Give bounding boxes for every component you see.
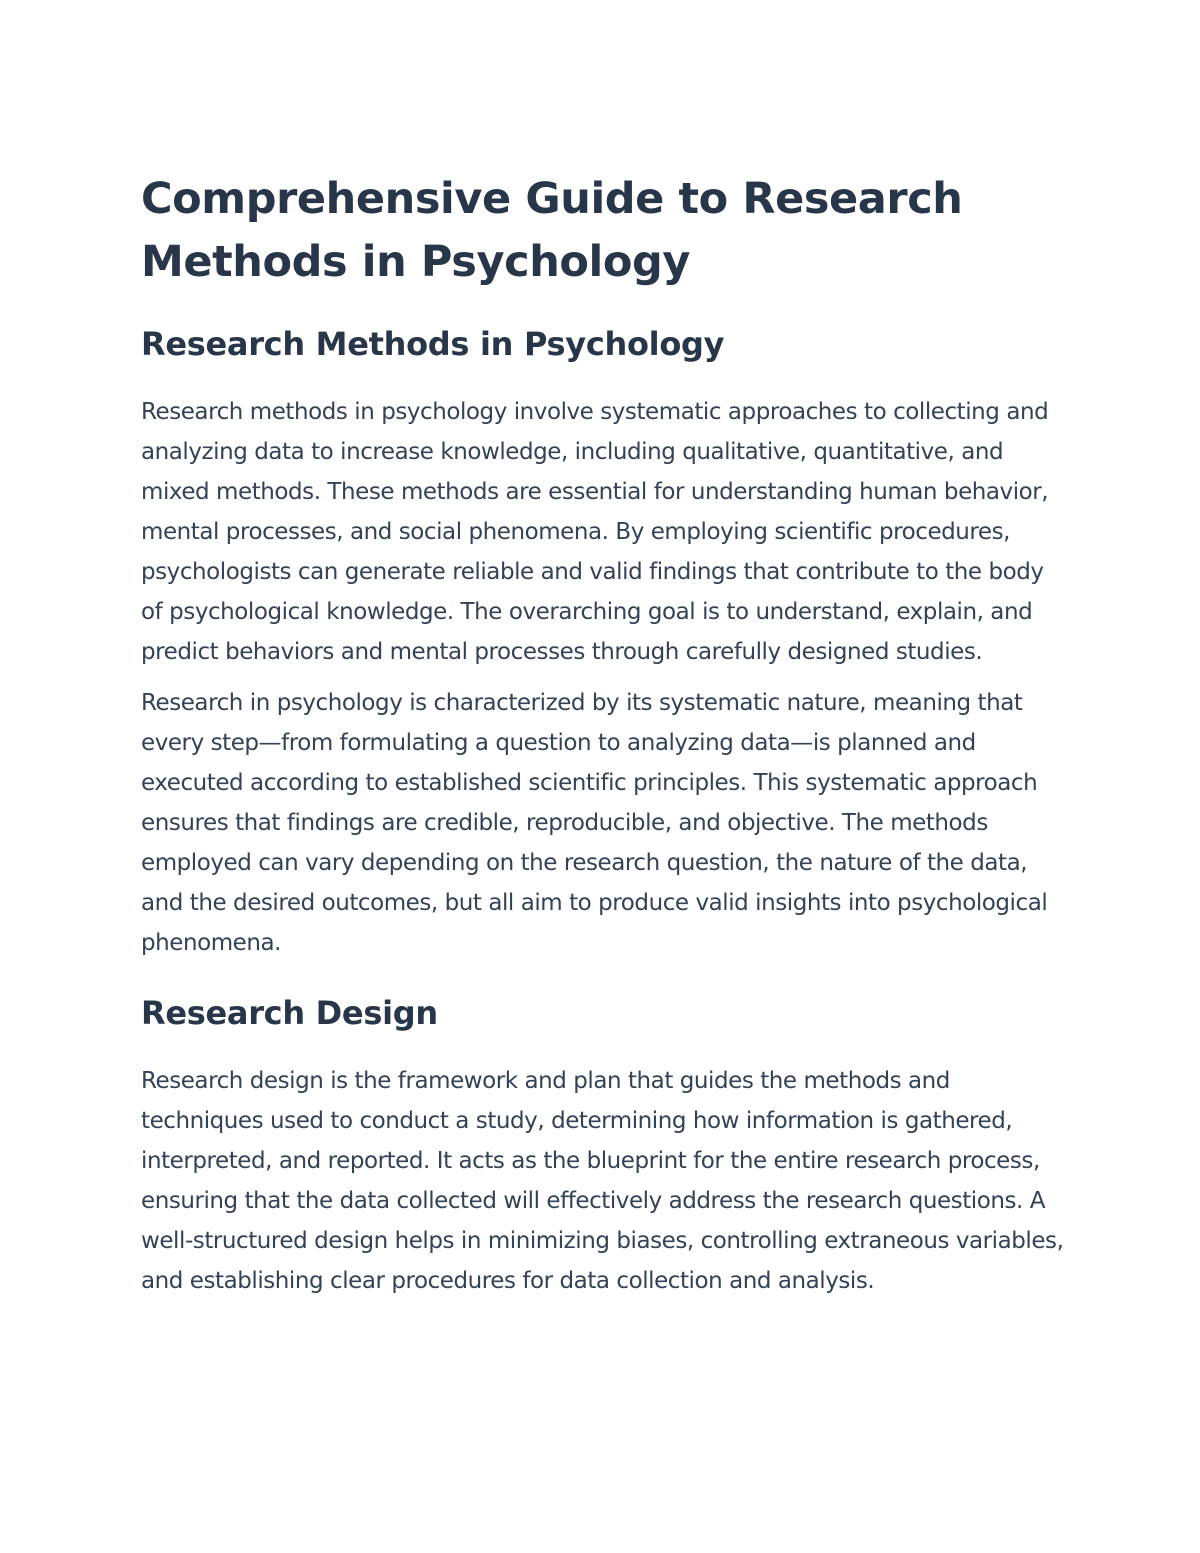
section-research-methods	[141, 322, 1071, 963]
section-heading: Research Methods in Psychology	[141, 325, 725, 363]
section-heading: Research Design	[141, 994, 438, 1032]
document-title: Comprehensive Guide to Research Methods in Psychology	[141, 174, 963, 287]
paragraph: Research design is the framework and plan that guides the methods and techniques used to conduct a study, determining how information is gathered, interpreted, and reported. It acts as the blueprint for the entire research process, ensuring that the data collected will effectively address the research questions. A well-structured design helps in minimizing biases, controlling extraneous variables, and establishing clear procedures for data collection and analysis.	[141, 1068, 1064, 1294]
paragraph: Research methods in psychology involve systematic approaches to collecting and analyzing data to increase knowledge, including qualitative, quantitative, and mixed methods. These methods are essential for understanding human behavior, mental processes, and social phenomena. By employing scientific procedures, psychologists can generate reliable and valid findings that contribute to the body of psychological knowledge. The overarching goal is to understand, explain, and predict behaviors and mental processes through carefully designed studies.	[141, 399, 1049, 665]
section-research-design	[141, 991, 1071, 1301]
paragraph: Research in psychology is characterized by its systematic nature, meaning that every step—from formulating a question to analyzing data—is planned and executed according to established scientific principles. This systematic approach ensures that findings are credible, reproducible, and objective. The methods employed can vary depending on the research question, the nature of the data, and the desired outcomes, but all aim to produce valid insights into psychological phenomena.	[141, 690, 1048, 956]
document-page	[141, 168, 1071, 1301]
